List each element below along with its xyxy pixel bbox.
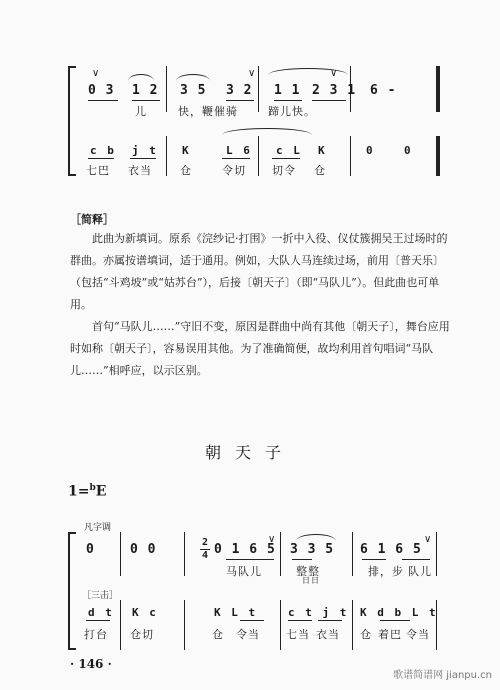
percussion-syllable: 仓 — [180, 164, 192, 177]
end-barline — [436, 136, 440, 176]
melody-beat: 0 3 — [88, 83, 115, 98]
key-note: E — [95, 483, 107, 500]
melody-beat: 0 0 — [130, 542, 157, 557]
melody-beat: 3 2 — [226, 83, 253, 98]
lyric: 整整 — [296, 565, 320, 578]
underline — [226, 559, 274, 560]
underline — [402, 559, 430, 560]
percussion-syllable: 仓 — [360, 628, 372, 641]
melody-beat: 1 1 — [274, 83, 301, 98]
percussion-beat: d t — [88, 606, 114, 619]
notes-paragraph: 首句“马队儿……”守旧不变，原因是群曲中尚有其他〔朝天子〕，舞台应用时如称〔朝天子〕，容易误用其他。为了准确简便，故均利用首句唱词“马队儿……”相呼应，以示区别。 — [70, 320, 450, 377]
lyric: 蹄儿快。 — [268, 105, 316, 118]
percussion-syllable: 仓 — [212, 628, 224, 641]
percussion-beat: 0 — [366, 144, 375, 157]
lyric: 快，鞭催骑 — [178, 105, 238, 118]
percussion-label: ［三击］ — [82, 591, 119, 601]
barline — [166, 136, 167, 176]
notes-heading: ［简释］ — [70, 213, 114, 226]
barline — [350, 136, 351, 176]
underline — [274, 100, 302, 101]
percussion-beat: K d b L t — [360, 606, 438, 619]
melody-beat: 0 1 6 5 — [214, 542, 276, 557]
barline — [280, 600, 281, 650]
percussion-syllable: 令当 — [236, 628, 260, 641]
percussion-beat: K c — [132, 606, 158, 619]
barline — [352, 600, 353, 650]
breath-mark: ∨ — [92, 68, 100, 79]
percussion-syllable: 令切 — [222, 164, 246, 177]
percussion-beat: K — [318, 144, 327, 157]
key-accidental: b — [89, 483, 96, 493]
percussion-syllable: 衣当 — [128, 164, 152, 177]
breath-mark: ∨ — [248, 68, 256, 79]
percussion-beat: K L t — [214, 606, 258, 619]
underline — [86, 620, 110, 621]
percussion-beat: c b — [90, 144, 116, 157]
lyric: 儿 — [135, 105, 147, 118]
underline — [272, 158, 300, 159]
melody-beat: 3 5 — [180, 83, 207, 98]
underline — [312, 100, 346, 101]
system-brace — [68, 66, 76, 176]
breath-mark: ∨ — [424, 534, 432, 545]
breath-mark: ∨ — [330, 68, 338, 79]
mode-label: 凡字调 — [84, 523, 112, 533]
page-number: · 146 · — [70, 657, 112, 671]
lyric: 队儿 — [408, 565, 432, 578]
slur — [128, 74, 154, 81]
lyric: 排，步 — [368, 565, 404, 578]
watermark: 歌谱简谱网 jianpu.cn — [393, 670, 492, 681]
melody-row — [88, 83, 438, 101]
percussion-syllable: 令当 — [406, 628, 430, 641]
time-sig-top: 2 — [201, 537, 209, 548]
melody-row — [86, 542, 436, 560]
melody-beat: 3 3 5 — [290, 542, 335, 557]
melody-beat: 0 — [86, 542, 95, 557]
underline — [318, 620, 342, 621]
underline — [292, 559, 312, 560]
percussion-syllable: 七当 — [286, 628, 310, 641]
barline — [436, 532, 437, 576]
notes-paragraph: 此曲为新填词。原系《浣纱记·打围》一折中入役、仪仗簇拥吴王过场时的群曲。亦属按谱填词，适于通用。例如，大队人马连续过场，前用〔普天乐〕（包括“斗鸡坡”或“姑苏台”），后接〔朝天子〕（即“马队儿”）。但此曲也可单用。 — [70, 232, 448, 311]
lyric-small: 日日 — [302, 576, 320, 585]
barline — [184, 600, 185, 650]
underline — [88, 100, 118, 101]
underline — [226, 100, 254, 101]
percussion-syllable: 七巴 — [86, 164, 110, 177]
percussion-beat: j t — [132, 144, 158, 157]
underline — [380, 620, 410, 621]
system-brace — [68, 532, 76, 650]
percussion-beat: K — [182, 144, 191, 157]
melody-beat: 6 - — [370, 83, 397, 98]
breath-mark: ∨ — [268, 534, 276, 545]
piece-title: 朝天子 — [204, 443, 295, 462]
key-signature — [68, 483, 106, 500]
percussion-syllable: 仓切 — [130, 628, 154, 641]
key-base: 1= — [68, 483, 90, 500]
percussion-syllable: 打台 — [84, 628, 108, 641]
melody-beat: 2 3 1 — [312, 83, 357, 98]
time-sig-bottom: 4 — [201, 550, 209, 561]
percussion-beat: c t j t — [288, 606, 349, 619]
underline — [240, 620, 264, 621]
percussion-syllable: 衣当 — [316, 628, 340, 641]
percussion-beat: 0 — [404, 144, 413, 157]
slur — [176, 74, 210, 81]
slur — [296, 534, 336, 541]
underline — [222, 158, 250, 159]
percussion-beat: c L — [276, 144, 302, 157]
underline — [130, 158, 156, 159]
barline — [258, 136, 259, 176]
underline — [88, 158, 114, 159]
melody-beat: 6 1 6 5 — [360, 542, 422, 557]
barline — [120, 600, 121, 650]
percussion-syllable: 切令 — [272, 164, 296, 177]
underline — [362, 559, 386, 560]
underline — [288, 620, 312, 621]
underline — [132, 100, 160, 101]
melody-beat: 1 2 — [132, 83, 159, 98]
percussion-beat: L 6 — [226, 144, 252, 157]
slur — [222, 128, 312, 135]
percussion-syllable: 着巴 — [378, 628, 402, 641]
lyric: 马队儿 — [226, 565, 262, 578]
percussion-syllable: 仓 — [314, 164, 326, 177]
